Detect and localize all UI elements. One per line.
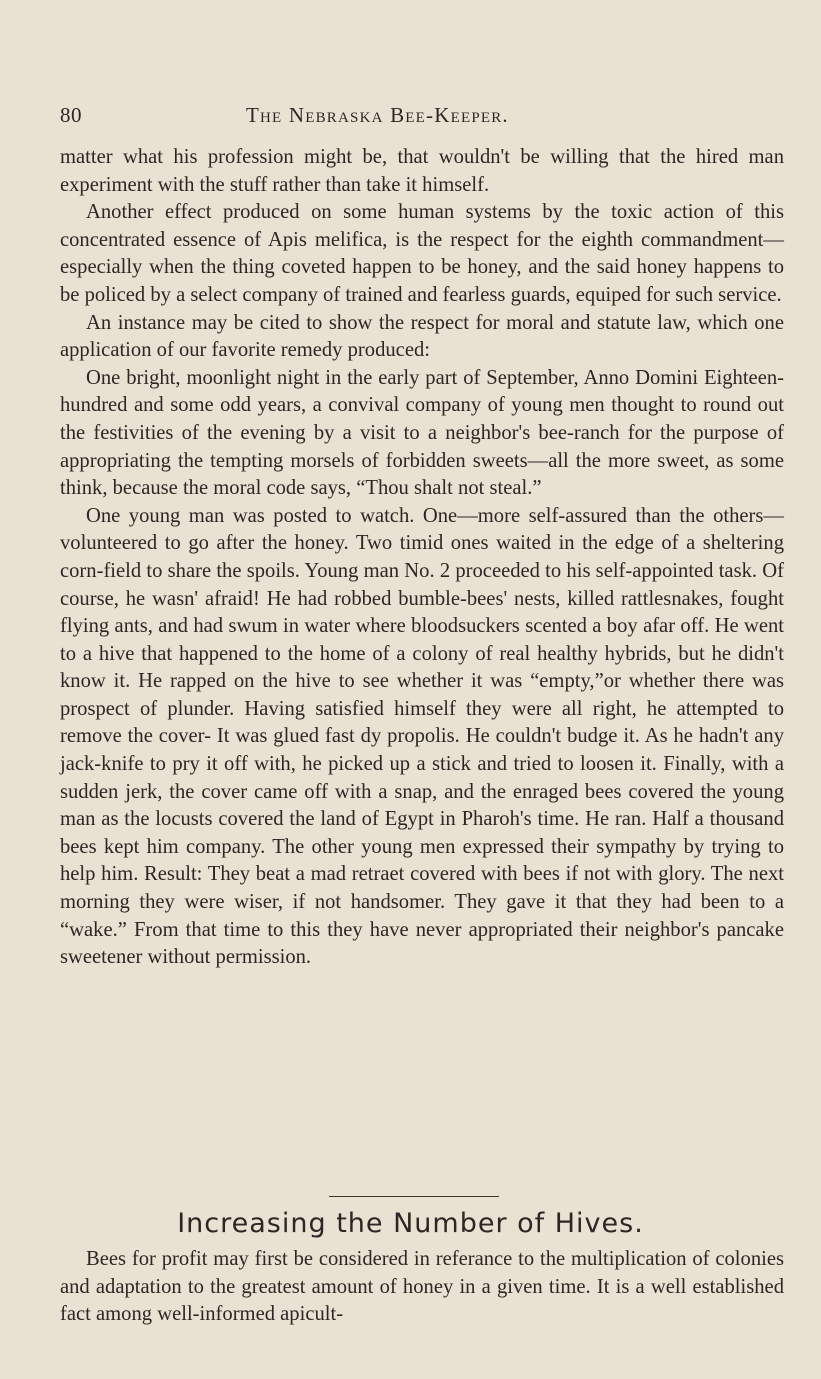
paragraph: Another effect produced on some human systems by the toxic action of this concentrated essence of Apis melifica, is the respect for the eighth commandment—especially when the thing coveted happen to be honey, and the said honey happens to be policed by a select company of trained and fearless guards, equiped for such service. — [60, 201, 784, 306]
running-head: The Nebraska Bee-Keeper. — [246, 103, 509, 127]
section-title: Increasing the Number of Hives. — [177, 1208, 644, 1239]
paragraph: An instance may be cited to show the respect for moral and statute law, which one application of our favorite remedy produced: — [60, 311, 784, 362]
paragraph: Bees for profit may first be considered in referance to the multiplication of colonies and adaptation to the greatest amount of honey in a given time. It is a well established fact among well-informed apicult- — [60, 1248, 784, 1326]
page-header — [60, 103, 780, 137]
section-divider — [329, 1196, 499, 1197]
paragraph: One bright, moonlight night in the early part of September, Anno Domini Eighteen-hundred and some odd years, a convival company of young men thought to round out the festivities of the evening by a visit to a neighbor's bee-ranch for the purpose of appropriating the tempting morsels of forbidden sweets—all the more sweet, as some think, because the moral code says, “Thou shalt not steal.” — [60, 366, 784, 500]
body-text — [60, 144, 784, 972]
page-number: 80 — [60, 103, 82, 127]
section-text — [60, 1246, 784, 1329]
paragraph: One young man was posted to watch. One—more self-assured than the others—volunteered to go after the honey. Two timid ones waited in the edge of a sheltering corn-field to share the spoils. Young man No. 2 proceeded to his self-appointed task. Of course, he wasn' afraid! He had robbed bumble-bees' nests, killed rattlesnakes, fought flying ants, and had swum in water where bloodsuckers scented a boy afar off. He went to a hive that happened to the home of a colony of real healthy hybrids, but he didn't know it. He rapped on the hive to see whether it was “empty,”or whether there was prospect of plunder. Having satisfied himself they were all right, he attempted to remove the cover- It was glued fast dy propolis. He couldn't budge it. As he hadn't any jack-knife to pry it off with, he picked up a stick and tried to loosen it. Finally, with a sudden jerk, the cover came off with a snap, and the enraged bees covered the young man as the locusts covered the land of Egypt in Pharoh's time. He ran. Half a thousand bees kept him company. The other young men expressed their sympathy by trying to help him. Result: They beat a mad retraet covered with bees if not with glory. The next morning they were wiser, if not handsomer. They gave it that they had been to a “wake.” From that time to this they have never appropriated their neighbor's pancake sweetener without permission. — [60, 504, 784, 969]
paragraph-continuation: matter what his profession might be, that wouldn't be willing that the hired man experiment with the stuff rather than take it himself. — [60, 146, 784, 196]
